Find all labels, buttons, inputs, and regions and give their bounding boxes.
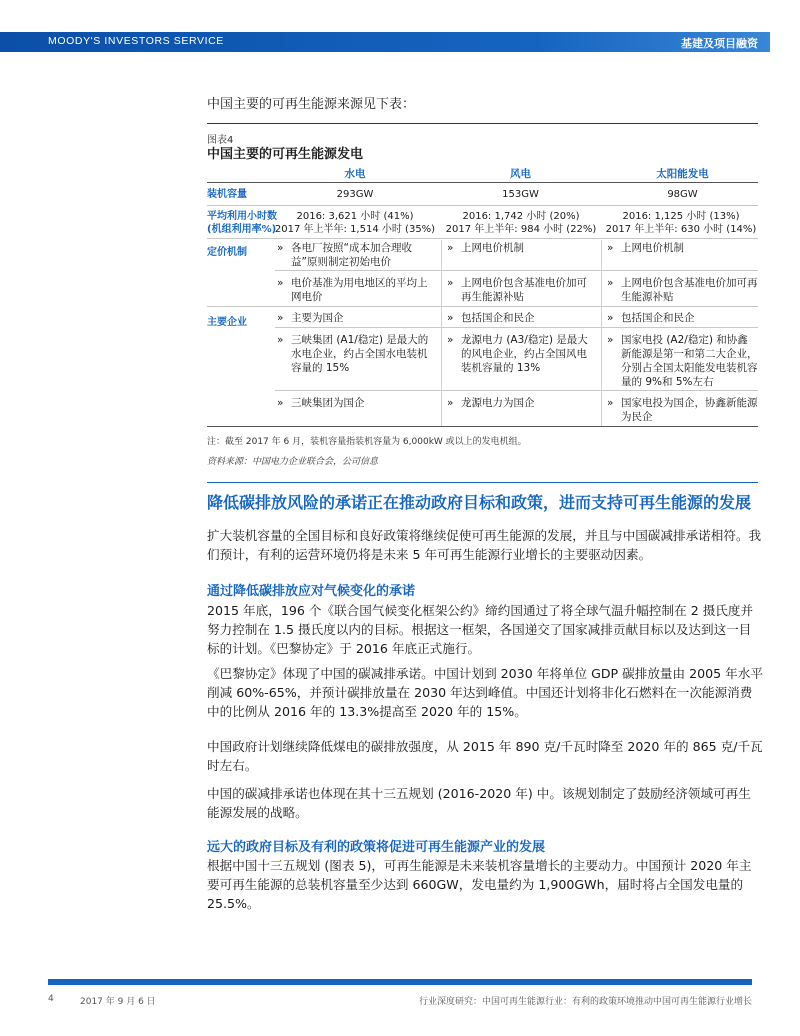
row-label-hours [207, 210, 277, 236]
row-label-capacity: 装机容量 [207, 189, 247, 200]
hours-wind [441, 210, 601, 236]
hours-wind-2016: 2016: 1,742 小时 (20%) [462, 211, 580, 222]
pricing-hydro-b [277, 276, 437, 304]
bullet-mark: » [447, 397, 454, 409]
pricing-solar-a [607, 241, 758, 255]
bullet-text: 国家电投 (A2/稳定) 和协鑫新能源是第一和第二大企业，分别占全国太阳能发电装机容量的 9%和 5%左右 [621, 334, 758, 388]
bullet-mark: » [447, 334, 454, 346]
hours-hydro [269, 210, 441, 236]
page-number: 4 [48, 994, 54, 1004]
companies-wind-b [447, 333, 597, 375]
subheading-1: 通过降低碳排放应对气候变化的承诺 [207, 584, 416, 599]
figure-source: 资料来源：中国电力企业联合会，公司信息 [207, 457, 379, 467]
row-label-companies: 主要企业 [207, 317, 247, 328]
hours-solar [601, 210, 761, 236]
companies-hydro-c [277, 396, 437, 410]
figure-title: 中国主要的可再生能源发电 [207, 147, 364, 162]
footer-doc-title: 行业深度研究：中国可再生能源行业：有利的政策环境推动中国可再生能源行业增长 [418, 997, 752, 1007]
col-header-solar: 太阳能发电 [656, 168, 709, 180]
bullet-text: 电价基准为用电地区的平均上网电价 [291, 277, 428, 303]
hours-solar-2016: 2016: 1,125 小时 (13%) [622, 211, 740, 222]
section-heading: 降低碳排放风险的承诺正在推动政府目标和政策，进而支持可再生能源的发展 [207, 493, 752, 512]
bullet-mark: » [607, 334, 614, 346]
row-rule [207, 205, 758, 206]
capacity-wind: 153GW [502, 189, 539, 200]
header-band [0, 32, 770, 52]
footer-date: 2017 年 9 月 6 日 [80, 997, 156, 1007]
bullet-text: 龙源电力 (A3/稳定) 是最大的风电企业，约占全国风电装机容量的 13% [461, 334, 588, 374]
paragraph-6: 根据中国十三五规划 (图表 5)，可再生能源是未来装机容量增长的主要动力。中国预计 2020 年主要可再生能源的总装机容量至少达到 660GW，发电量约为 1,900GWh，届时将占全国发电量的 25.5%。 [207, 858, 752, 911]
hours-hydro-2017h1: 2017 年上半年: 1,514 小时 (35%) [274, 224, 436, 235]
bullet-text: 龙源电力为国企 [461, 397, 535, 409]
paragraph-3: 《巴黎协定》体现了中国的碳减排承诺。中国计划到 2030 年将单位 GDP 碳排放量由 2005 年水平削减 60%-65%，并预计碳排放量在 2030 年达到峰值。中国还计划将非化石燃料在一次能源消费中的比例从 2016 年的 13.3%提高至 2020 年的 15%。 [207, 666, 763, 719]
row-rule [207, 306, 758, 307]
capacity-solar: 98GW [667, 189, 698, 200]
bullet-text: 三峡集团 (A1/稳定) 是最大的水电企业，约占全国水电装机容量的 15% [291, 334, 429, 374]
pricing-hydro-a [277, 241, 437, 269]
companies-solar-c [607, 396, 758, 424]
sub-rule [275, 390, 758, 391]
hours-solar-2017h1: 2017 年上半年: 630 小时 (14%) [605, 224, 757, 235]
paragraph-5: 中国的碳减排承诺也体现在其十三五规划 (2016-2020 年) 中。该规划制定了鼓励经济领域可再生能源发展的战略。 [207, 786, 751, 820]
bullet-mark: » [607, 312, 614, 324]
bullet-mark: » [277, 312, 284, 324]
bullet-mark: » [607, 397, 614, 409]
pricing-solar-b [607, 276, 758, 304]
figure-top-rule [207, 123, 758, 124]
bullet-text: 上网电价包含基准电价加可再生能源补贴 [461, 277, 587, 303]
bullet-mark: » [277, 397, 284, 409]
bullet-text: 三峡集团为国企 [291, 397, 365, 409]
section-rule [207, 482, 758, 483]
col-header-wind: 风电 [510, 168, 531, 180]
bullet-mark: » [277, 277, 284, 289]
col-separator [441, 240, 442, 426]
header-rule [207, 182, 758, 183]
capacity-hydro: 293GW [336, 189, 374, 200]
sub-rule [275, 327, 758, 328]
bullet-text: 上网电价包含基准电价加可再生能源补贴 [621, 277, 758, 303]
bullet-text: 上网电价机制 [621, 242, 684, 254]
hours-hydro-2016: 2016: 3,621 小时 (41%) [296, 211, 414, 222]
bullet-text: 各电厂按照“成本加合理收益”原则制定初始电价 [291, 242, 412, 268]
hours-wind-2017h1: 2017 年上半年: 984 小时 (22%) [445, 224, 597, 235]
bullet-mark: » [607, 242, 614, 254]
companies-wind-a [447, 311, 597, 325]
bullet-mark: » [277, 242, 284, 254]
hours-label-line1: 平均利用小时数 [207, 211, 277, 222]
col-separator [601, 240, 602, 426]
companies-hydro-a [277, 311, 437, 325]
paragraph-4: 中国政府计划继续降低煤电的碳排放强度，从 2015 年 890 克/千瓦时降至 2020 年的 865 克/千瓦时左右。 [207, 739, 763, 773]
col-header-hydro: 水电 [344, 168, 366, 180]
section-label: 基建及项目融资 [681, 37, 758, 50]
bullet-mark: » [277, 334, 284, 346]
table-bottom-rule [207, 426, 758, 427]
row-rule [207, 238, 758, 239]
bullet-mark: » [607, 277, 614, 289]
figure-number: 图表4 [207, 135, 234, 146]
bullet-text: 包括国企和民企 [461, 312, 535, 324]
pricing-wind-a [447, 241, 597, 255]
paragraph-2: 2015 年底，196 个《联合国气候变化框架公约》缔约国通过了将全球气温升幅控制在 2 摄氏度并努力控制在 1.5 摄氏度以内的目标。根据这一框架，各国递交了国家减排贡献目标以及达到这一目标的计划。《巴黎协定》于 2016 年底正式施行。 [207, 603, 754, 656]
companies-hydro-b [277, 333, 437, 375]
companies-wind-c [447, 396, 597, 410]
bullet-mark: » [447, 277, 454, 289]
bullet-mark: » [447, 242, 454, 254]
bullet-text: 上网电价机制 [461, 242, 524, 254]
bullet-text: 包括国企和民企 [621, 312, 695, 324]
hours-label-line2: (机组利用率%) [207, 224, 277, 235]
paragraph-1: 扩大装机容量的全国目标和良好政策将继续促使可再生能源的发展，并且与中国碳减排承诺相符。我们预计，有利的运营环境仍将是未来 5 年可再生能源行业增长的主要驱动因素。 [207, 528, 762, 562]
brand-logo-text: MOODY'S INVESTORS SERVICE [48, 35, 224, 47]
pricing-wind-b [447, 276, 597, 304]
companies-solar-a [607, 311, 758, 325]
bullet-text: 主要为国企 [291, 312, 344, 324]
bullet-mark: » [447, 312, 454, 324]
footer-band [48, 979, 752, 985]
companies-solar-b [607, 333, 758, 389]
intro-text: 中国主要的可再生能源来源见下表： [207, 97, 416, 112]
bullet-text: 国家电投为国企，协鑫新能源为民企 [621, 397, 758, 423]
row-label-pricing: 定价机制 [207, 247, 247, 258]
figure-note: 注：截至 2017 年 6 月，装机容量指装机容量为 6,000kW 或以上的发电机组。 [207, 437, 527, 447]
sub-rule [275, 270, 758, 271]
subheading-2: 远大的政府目标及有利的政策将促进可再生能源产业的发展 [207, 840, 546, 855]
